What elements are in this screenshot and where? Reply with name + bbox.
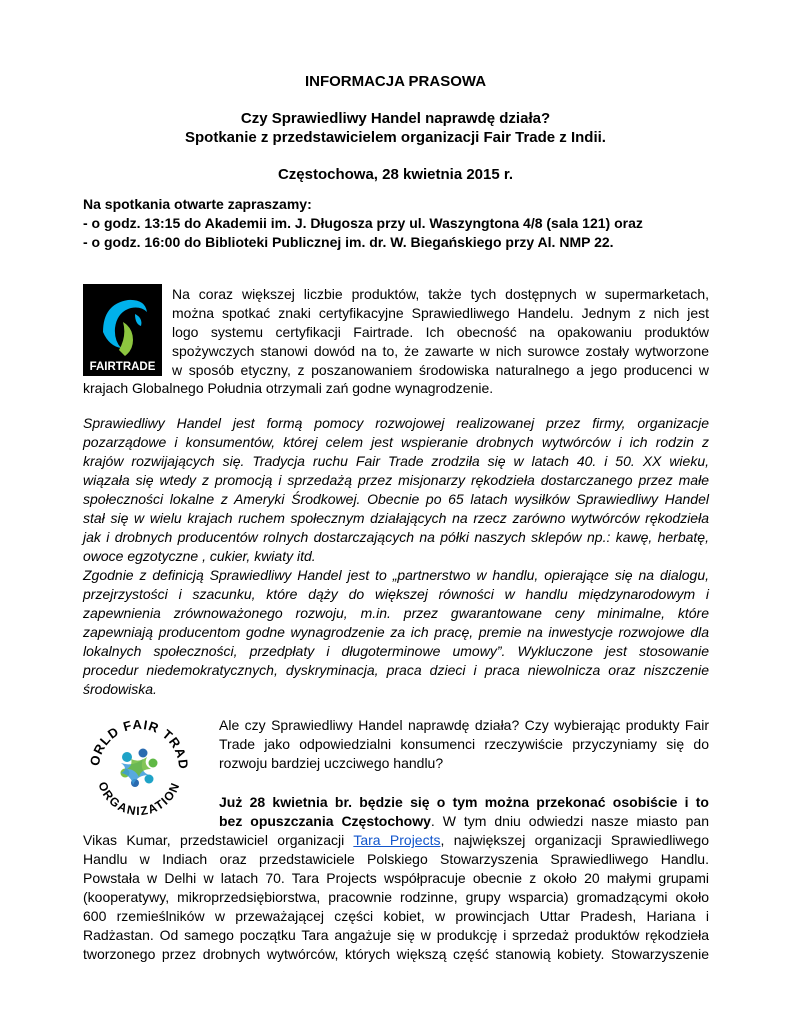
svg-text:ORGANIZATION: ORGANIZATION bbox=[95, 779, 183, 819]
svg-text:WORLD FAIR TRADE: ORLD FAIR TRAD bbox=[86, 716, 192, 771]
invite-intro: Na spotkania otwarte zapraszamy: bbox=[83, 196, 312, 212]
fairtrade-logo bbox=[83, 284, 162, 376]
para5-text: Vikas Kumar, przedstawiciel organizacji bbox=[83, 832, 354, 848]
para2-line: pozarządowe i konsumentów, której celem jest wspieranie drobnych wytwórców i ich rodzin z bbox=[83, 434, 709, 450]
wfto-logo bbox=[83, 713, 195, 825]
para5-bold-line: Już 28 kwietnia br. będzie się o tym można przekonać osobiście i to bbox=[219, 794, 709, 810]
para1-block bbox=[172, 285, 709, 380]
para2-line: owoce egzotyczne , cukier, kwiaty itd. bbox=[83, 548, 316, 564]
para4-line: Trade jako odpowiedzialni konsumenci rzeczywiście przyczyniamy się do bbox=[219, 736, 709, 752]
para5-top bbox=[219, 793, 709, 831]
para5-line: Handlu w Indiach oraz przedstawiciele Polskiego Stowarzyszenia Sprawiedliwego Handlu. bbox=[83, 851, 709, 867]
para3-line: środowiska. bbox=[83, 681, 157, 697]
para1-line: w sposób etyczny, z poszanowaniem środowiska naturalnego a jego producenci w bbox=[172, 362, 709, 378]
para2-line: Sprawiedliwy Handel jest formą pomocy rozwojowej realizowanej przez firmy, organizacje bbox=[83, 415, 709, 431]
para5-body bbox=[83, 831, 709, 964]
para5-rest: . W tym dniu odwiedzi nasze miasto pan bbox=[430, 813, 710, 829]
place-date: Częstochowa, 28 kwietnia 2015 r. bbox=[277, 166, 514, 183]
para2-line: krajów rozwijających się. Tradycja ruchu Fair Trade zrodziła się w latach 40. i 50. XX wieku, bbox=[83, 453, 709, 469]
para3-line: procedur niedemokratycznych, dyskryminacja, praca dzieci i praca niewolnicza oraz niszczenie bbox=[83, 662, 709, 678]
para5-line: tworzonego przez drobnych wytwórców, których większą część stanowią kobiety. Stowarzyszenie bbox=[83, 946, 709, 962]
para3-line: Zgodnie z definicją Sprawiedliwy Handel jest to „partnerstwo w handlu, opierające się na dialogu, bbox=[83, 567, 709, 583]
para2-line: stał się w wielu krajach ruchem społecznym działających na rzecz zarówno wytwórców rękodzieła bbox=[83, 510, 709, 526]
para3-line: przejrzystości i szacunku, które dąży do większej równości w handlu międzynarodowym i bbox=[83, 586, 709, 602]
para5-bold-part: bez opuszczania Częstochowy bbox=[219, 813, 431, 829]
tara-projects-link[interactable]: Tara Projects bbox=[353, 832, 441, 848]
para2-block bbox=[83, 414, 709, 566]
para5-text: , największej organizacji Sprawiedliwego bbox=[440, 832, 709, 848]
para1-line: spożywczych stanowi dowód na to, że zawarte w nich surowce zostały wytworzone bbox=[172, 343, 709, 359]
para2-line: jak i drobnych producentów rolnych dostarczających na półki naszych sklepów np.: kawę, herbatę, bbox=[83, 529, 709, 545]
para3-line: zapewnienia zrównoważonego rozwoju, m.in. przez gwarantowane ceny minimalne, które bbox=[83, 605, 709, 621]
para1-line: logo systemu certyfikacji Fairtrade. Ich obecność na opakowaniu produktów bbox=[172, 324, 709, 340]
para5-line: (kooperatywy, mikroprzedsiębiorstwa, pracownie rodzinne, grupy wsparcia) gromadzącymi około bbox=[83, 889, 709, 905]
para5-line: Radżastan. Od samego początku Tara angażuje się w produkcję i sprzedaż produktów rękodzieła bbox=[83, 927, 709, 943]
para1-line: można spotkać znaki certyfikacyjne Sprawiedliwego Handelu. Jednym z nich jest bbox=[172, 305, 709, 321]
title-line-1: Czy Sprawiedliwy Handel naprawdę działa? bbox=[240, 110, 551, 127]
para5-line: 600 rzemieślników w przeważającej części kobiet, w prowincjach Uttar Pradesh, Hariana i bbox=[83, 908, 709, 924]
para3-block bbox=[83, 566, 709, 699]
fairtrade-logo-text: FAIRTRADE bbox=[89, 361, 156, 373]
para5-line-3 bbox=[83, 831, 709, 850]
para4-line: Ale czy Sprawiedliwy Handel naprawdę działa? Czy wybierając produkty Fair bbox=[219, 717, 709, 733]
para2-line: wiązała się wtedy z promocją i sprzedażą przez misjonarzy rękodzieła dostarczanego przez małe bbox=[83, 472, 709, 488]
para2-line: społeczności lokalne z Ameryki Środkowej. Obecnie po 65 latach wysiłków Sprawiedliwy Handel bbox=[83, 491, 709, 507]
invite-item-2: - o godz. 16:00 do Biblioteki Publicznej im. dr. W. Biegańskiego przy Al. NMP 22. bbox=[83, 234, 614, 250]
para5-line: Powstała w Delhi w latach 70. Tara Projects współpracuje obecnie z około 20 małymi grupami bbox=[83, 870, 709, 886]
para4-block bbox=[219, 716, 709, 773]
para3-line: lokalnych społeczności, przedpłaty i długoterminowe umowy”. Wykluczone jest stosowanie bbox=[83, 643, 709, 659]
title-line-2: Spotkanie z przedstawicielem organizacji Fair Trade z Indii. bbox=[185, 129, 606, 146]
para5-line-2 bbox=[219, 812, 709, 831]
para4-line: rozwoju bardziej uczciwego handlu? bbox=[219, 755, 444, 771]
press-label: INFORMACJA PRASOWA bbox=[304, 73, 487, 90]
para3-line: zapewniają producentom godne wynagrodzenie za ich pracę, premie na inwestycje rozwojowe dla bbox=[83, 624, 709, 640]
invite-item-1: - o godz. 13:15 do Akademii im. J. Długosza przy ul. Waszyngtona 4/8 (sala 121) oraz bbox=[83, 215, 643, 231]
para1-line: Na coraz większej liczbie produktów, także tych dostępnych w supermarketach, bbox=[172, 286, 709, 302]
para1-line: krajach Globalnego Południa otrzymali zań godne wynagrodzenie. bbox=[83, 380, 494, 396]
